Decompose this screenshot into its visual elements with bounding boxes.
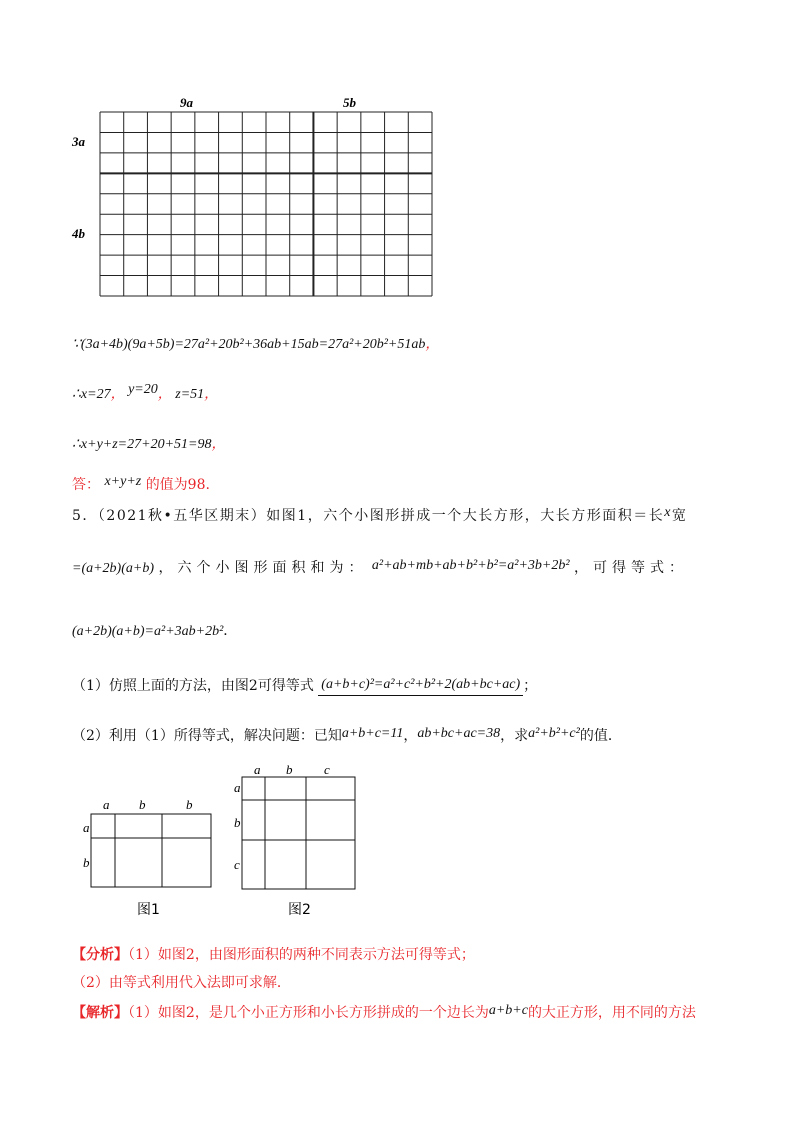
q2-prefix: （2）利用（1）所得等式，解决问题：已知 bbox=[72, 728, 342, 744]
fig2-caption: 图2 bbox=[288, 902, 311, 918]
step-line-2 bbox=[72, 383, 218, 403]
x-value: ∴x=27 bbox=[72, 387, 111, 402]
comma-4: ， bbox=[211, 437, 226, 452]
figure-2 bbox=[228, 760, 363, 920]
fig1-caption: 图1 bbox=[137, 902, 160, 918]
area-text: ，六个小图形面积和为： bbox=[158, 560, 368, 576]
answer-suffix: 的值为98. bbox=[145, 477, 210, 493]
q1-answer: (a+b+c)²=a²+c²+b²+2(ab+bc+ac) bbox=[321, 677, 521, 692]
fig2-top-label-a: a bbox=[254, 762, 261, 777]
step-line-1-expr: ∵(3a+4b)(9a+5b)=27a²+20b²+36ab+15ab=27a²+20b²+51ab bbox=[72, 337, 426, 352]
problem5-x: x bbox=[664, 505, 672, 520]
analysis-tag: 【分析】 bbox=[72, 947, 128, 963]
analysis-text-1: （1）如图2，由图形面积的两种不同表示方法可得等式； bbox=[128, 947, 475, 963]
q2-target: a²+b²+c² bbox=[528, 726, 580, 741]
problem5-intro-end: 宽 bbox=[671, 508, 688, 524]
analysis-text-2: （2）由等式利用代入法即可求解． bbox=[72, 975, 291, 991]
area-grid-figure bbox=[60, 85, 450, 305]
solution-expr: a+b+c bbox=[488, 1003, 528, 1018]
q2-given-2: ab+bc+ac=38 bbox=[417, 726, 501, 741]
grid-top-label-5b: 5b bbox=[343, 95, 356, 110]
grid-side-label-3a: 3a bbox=[72, 134, 85, 149]
analysis-line-2 bbox=[72, 972, 291, 992]
comma-3: ， bbox=[204, 387, 219, 402]
fig1-top-label-a: a bbox=[103, 797, 110, 812]
answer-expr: x+y+z bbox=[104, 474, 142, 489]
sum-expr-5: a²+ab+mb+ab+b²+b²=a²+3b+2b² bbox=[371, 558, 570, 573]
z-value: z=51 bbox=[175, 387, 205, 402]
problem5-identity bbox=[72, 620, 237, 640]
fig1-rectangle bbox=[91, 814, 211, 887]
fig2-top-label-c: c bbox=[324, 762, 330, 777]
answer-prefix: 答： bbox=[72, 477, 100, 493]
area-expr: =(a+2b)(a+b) bbox=[72, 561, 154, 576]
fig2-side-label-b: b bbox=[234, 815, 241, 830]
solution-text-after: 的大正方形，用不同的方法 bbox=[527, 1005, 696, 1021]
q1-answer-blank bbox=[318, 678, 523, 696]
step-line-1-comma: ， bbox=[425, 337, 440, 352]
solution-line bbox=[72, 1002, 696, 1022]
problem5-intro-text: 5．（2021秋•五华区期末）如图1，六个小图形拼成一个大长方形，大长方形面积＝长 bbox=[72, 508, 665, 524]
fig1-side-label-b: b bbox=[83, 855, 90, 870]
y-value: y=20 bbox=[128, 382, 158, 397]
sum-text: ，可得等式： bbox=[574, 560, 689, 576]
fig2-top-label-b: b bbox=[286, 762, 293, 777]
q2-suffix: 的值． bbox=[579, 728, 622, 744]
analysis-line-1 bbox=[72, 944, 475, 964]
answer-line bbox=[72, 474, 210, 494]
question-2 bbox=[72, 725, 622, 745]
q2-given-1: a+b+c=11 bbox=[341, 726, 404, 741]
sum-expr: ∴x+y+z=27+20+51=98 bbox=[72, 437, 212, 452]
comma-1: ， bbox=[110, 387, 125, 402]
identity-expr: (a+2b)(a+b)=a²+3ab+2b² bbox=[72, 624, 224, 639]
fig1-side-label-a: a bbox=[83, 820, 90, 835]
step-line-1 bbox=[72, 333, 439, 353]
fig2-square bbox=[242, 777, 355, 889]
problem5-intro bbox=[72, 505, 687, 525]
solution-text-before: （1）如图2，是几个小正方形和小长方形拼成的一个边长为 bbox=[128, 1005, 489, 1021]
q1-suffix: ； bbox=[523, 678, 538, 694]
fig2-side-label-c: c bbox=[234, 857, 240, 872]
q2-comma: ， bbox=[403, 728, 418, 744]
figure-1 bbox=[75, 795, 220, 920]
grid-top-label-9a: 9a bbox=[180, 95, 193, 110]
fig1-top-label-b1: b bbox=[139, 797, 146, 812]
grid-lines bbox=[100, 112, 432, 296]
step-line-3 bbox=[72, 433, 225, 453]
q1-prefix: （1）仿照上面的方法，由图2可得等式 bbox=[72, 678, 314, 694]
comma-2: ， bbox=[157, 387, 172, 402]
q2-mid: ，求 bbox=[500, 728, 529, 744]
fig1-top-label-b2: b bbox=[186, 797, 193, 812]
identity-end: ． bbox=[223, 623, 238, 639]
problem5-area-line bbox=[72, 557, 688, 577]
grid-side-label-4b: 4b bbox=[72, 226, 85, 241]
fig2-side-label-a: a bbox=[234, 780, 241, 795]
solution-tag: 【解析】 bbox=[72, 1005, 128, 1021]
question-1 bbox=[72, 675, 537, 696]
